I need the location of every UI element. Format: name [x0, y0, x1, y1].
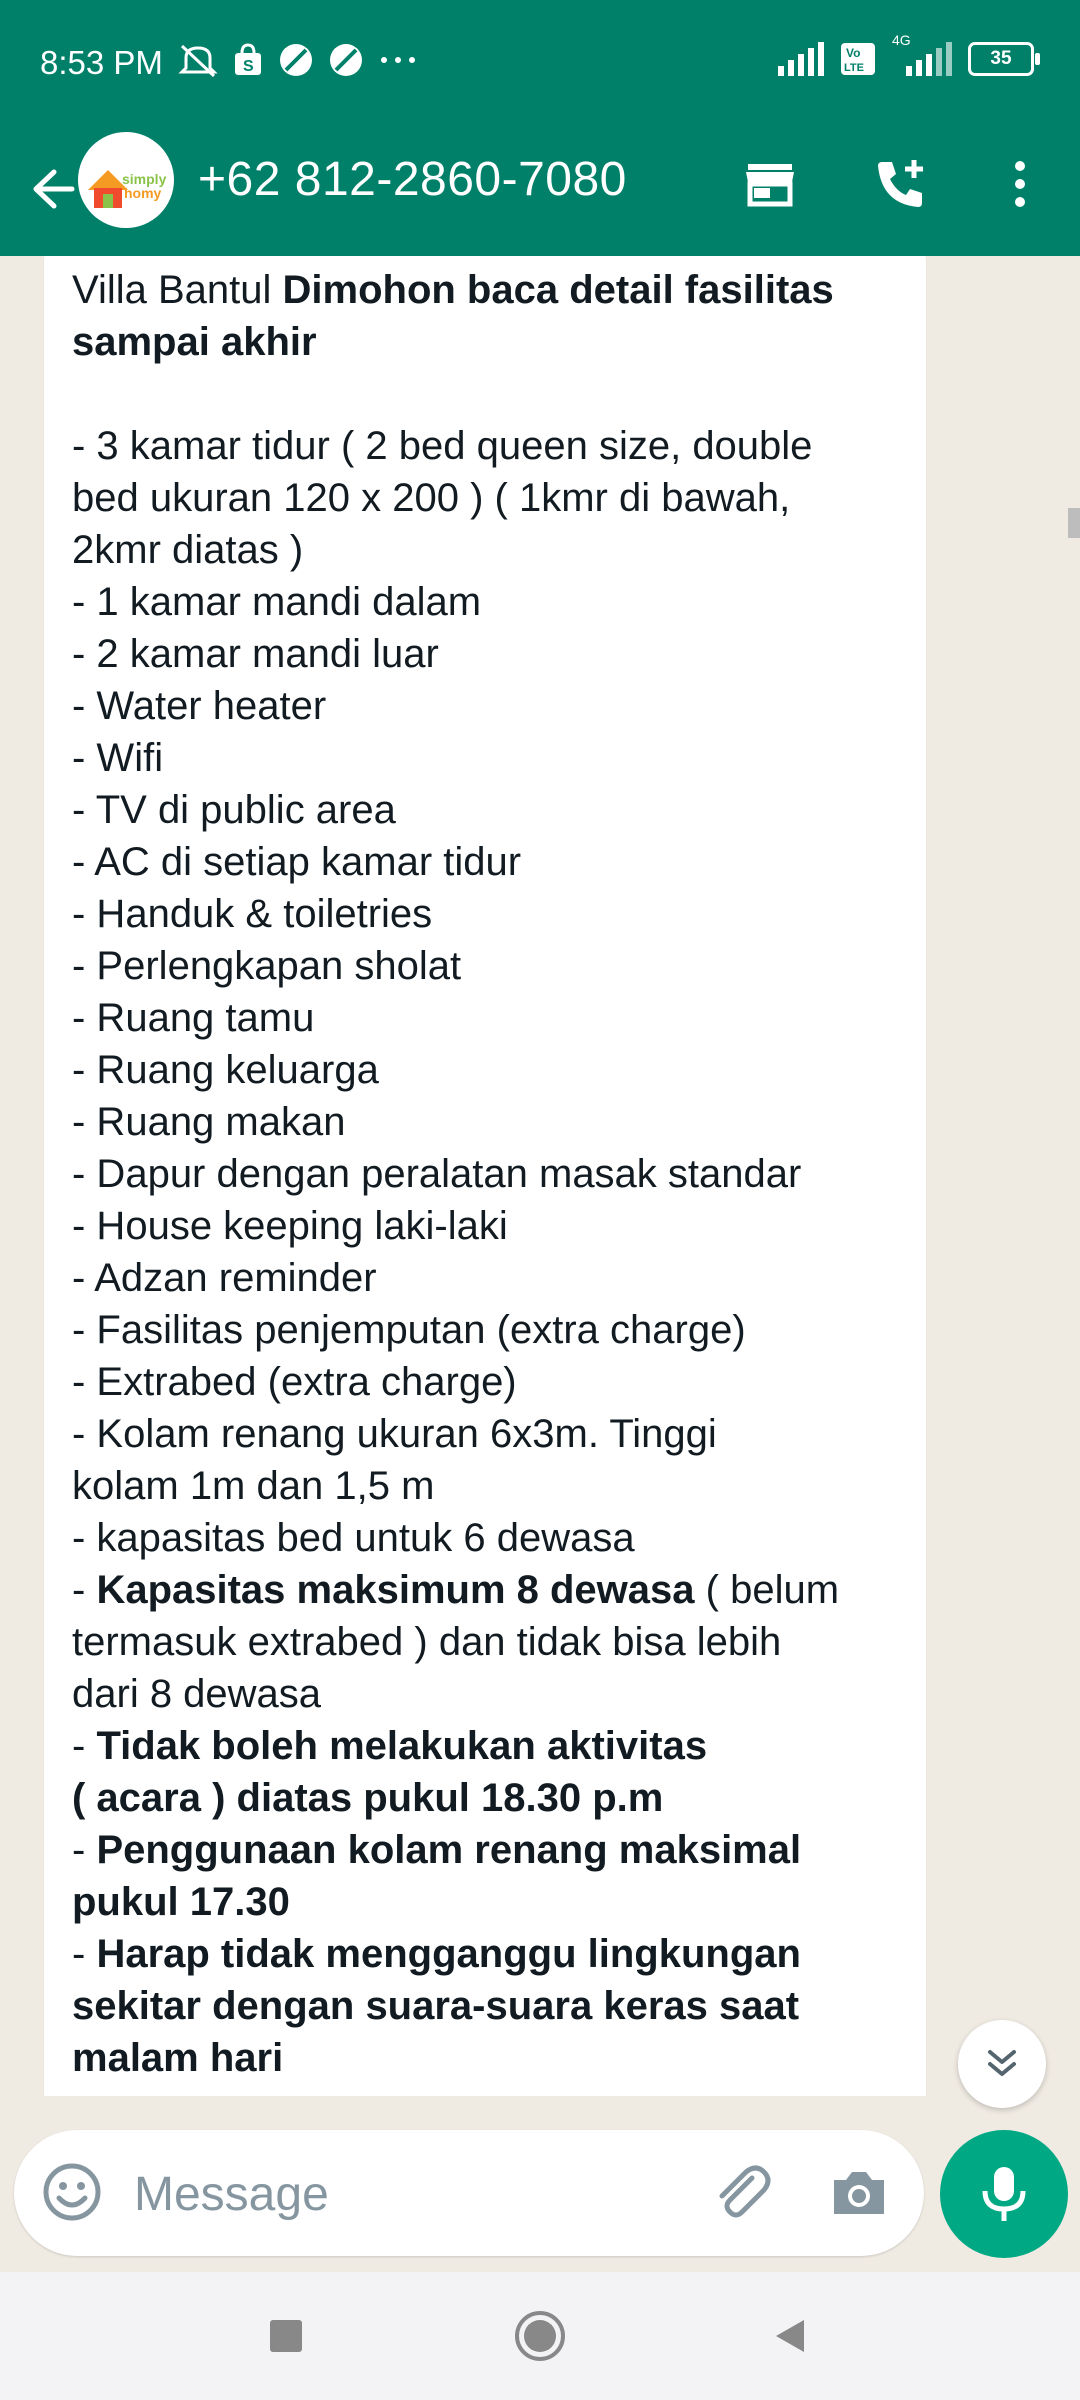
bold-text: ( acara ) diatas pukul 18.30 p.m	[72, 1776, 664, 1820]
more-notifications-icon	[378, 54, 418, 66]
message-line	[72, 1772, 902, 1824]
microphone-icon	[977, 2163, 1031, 2225]
more-options-icon[interactable]	[990, 154, 1050, 214]
avatar[interactable]	[78, 132, 174, 228]
battery-level: 35	[990, 48, 1012, 69]
message-line	[72, 1200, 902, 1252]
message-line	[72, 1980, 902, 2032]
text-segment: - Fasilitas penjemputan (extra charge)	[72, 1308, 746, 1352]
app-icon	[278, 42, 314, 78]
message-line	[72, 1668, 902, 1720]
text-segment: - Adzan reminder	[72, 1256, 377, 1300]
volte-icon	[840, 42, 876, 76]
text-segment: - Handuk & toiletries	[72, 892, 433, 936]
message-line	[72, 1252, 902, 1304]
bold-text: malam hari	[72, 2036, 284, 2080]
message-line	[72, 1512, 902, 1564]
system-nav-bar	[0, 2272, 1080, 2400]
message-line	[72, 1044, 902, 1096]
message-line	[72, 1304, 902, 1356]
message-line	[72, 1460, 902, 1512]
text-segment: - 3 kamar tidur ( 2 bed queen size, double	[72, 424, 813, 468]
signal-icon	[776, 42, 824, 76]
text-segment: bed ukuran 120 x 200 ) ( 1kmr di bawah,	[72, 476, 791, 520]
text-segment: - Perlengkapan sholat	[72, 944, 462, 988]
back-arrow-icon[interactable]	[20, 158, 82, 220]
text-segment: - House keeping laki-laki	[72, 1204, 508, 1248]
status-bar	[0, 0, 1080, 128]
chat-header	[0, 128, 1080, 256]
shopping-bag-icon	[232, 43, 264, 77]
text-segment: - kapasitas bed untuk 6 dewasa	[72, 1516, 635, 1560]
message-line	[72, 1824, 902, 1876]
text-segment: 2kmr diatas )	[72, 528, 304, 572]
bold-text: sampai akhir	[72, 320, 317, 364]
text-segment: dari 8 dewasa	[72, 1672, 322, 1716]
catalog-store-icon[interactable]	[740, 154, 800, 214]
svg-text:homy: homy	[124, 185, 162, 201]
bold-text: Tidak boleh melakukan aktivitas	[96, 1724, 708, 1768]
emoji-icon[interactable]	[40, 2160, 104, 2224]
text-segment: termasuk extrabed ) dan tidak bisa lebih	[72, 1620, 782, 1664]
message-bubble[interactable]	[44, 256, 926, 2096]
text-segment: - Wifi	[72, 736, 164, 780]
text-segment: -	[72, 1568, 97, 1612]
text-segment: - Extrabed (extra charge)	[72, 1360, 517, 1404]
contact-name[interactable]: +62 812-2860-7080	[198, 153, 627, 206]
chat-area[interactable]	[0, 256, 1080, 2096]
message-line	[72, 472, 902, 524]
network-type: 4G	[892, 32, 911, 48]
text-segment: - Ruang keluarga	[72, 1048, 379, 1092]
message-line	[72, 1928, 902, 1980]
camera-icon[interactable]	[826, 2160, 892, 2226]
bold-text: pukul 17.30	[72, 1880, 290, 1924]
message-line	[72, 1408, 902, 1460]
app-icon	[328, 42, 364, 78]
home-button[interactable]	[508, 2304, 572, 2368]
message-line	[72, 836, 902, 888]
message-line	[72, 888, 902, 940]
text-segment: - Ruang makan	[72, 1100, 346, 1144]
message-line	[72, 1356, 902, 1408]
voice-message-button[interactable]	[940, 2130, 1068, 2258]
bold-text: Harap tidak mengganggu lingkungan	[96, 1932, 801, 1976]
system-icons	[776, 32, 1034, 76]
message-line	[72, 1096, 902, 1148]
battery-icon	[968, 42, 1034, 76]
message-line	[72, 368, 902, 420]
bold-text: Kapasitas maksimum 8 dewasa	[96, 1568, 695, 1612]
message-line	[72, 1148, 902, 1200]
attach-icon[interactable]	[706, 2158, 776, 2228]
message-line	[72, 316, 902, 368]
text-segment: - Dapur dengan peralatan masak standar	[72, 1152, 802, 1196]
bold-text: Penggunaan kolam renang maksimal	[96, 1828, 802, 1872]
svg-text:LTE: LTE	[844, 62, 864, 74]
mute-icon	[178, 42, 218, 78]
message-text	[72, 264, 902, 2084]
message-line	[72, 1720, 902, 1772]
text-segment: ( belum	[694, 1568, 840, 1612]
text-segment: - Kolam renang ukuran 6x3m. Tinggi	[72, 1412, 717, 1456]
message-line	[72, 1564, 902, 1616]
message-line	[72, 680, 902, 732]
text-segment: - Ruang tamu	[72, 996, 315, 1040]
scrollbar[interactable]	[1068, 508, 1080, 538]
square-icon	[268, 2318, 304, 2354]
message-line	[72, 732, 902, 784]
message-line	[72, 2032, 902, 2084]
text-segment: -	[72, 1932, 97, 1976]
message-line	[72, 628, 902, 680]
message-input[interactable]	[132, 2158, 696, 2230]
text-segment: - 2 kamar mandi luar	[72, 632, 439, 676]
text-segment: - TV di public area	[72, 788, 396, 832]
text-segment: kolam 1m dan 1,5 m	[72, 1464, 435, 1508]
message-line	[72, 524, 902, 576]
status-time: 8:53 PM	[40, 44, 163, 81]
add-call-icon[interactable]	[870, 154, 930, 214]
home-circle-icon	[513, 2309, 567, 2363]
message-line	[72, 1876, 902, 1928]
text-segment: -	[72, 1828, 97, 1872]
message-line	[72, 264, 902, 316]
triangle-back-icon	[770, 2316, 810, 2356]
mobile-data-icon	[892, 32, 952, 76]
double-chevron-down-icon	[982, 2044, 1022, 2084]
message-line	[72, 420, 902, 472]
recents-button[interactable]	[254, 2304, 318, 2368]
text-segment: -	[72, 1724, 97, 1768]
bold-text: Dimohon baca detail fasilitas	[282, 268, 834, 312]
svg-text:simply: simply	[122, 171, 167, 187]
message-line	[72, 1616, 902, 1668]
svg-text:S: S	[243, 58, 254, 75]
message-composer	[14, 2130, 924, 2256]
message-line	[72, 576, 902, 628]
text-segment: - 1 kamar mandi dalam	[72, 580, 482, 624]
message-line	[72, 940, 902, 992]
back-button[interactable]	[758, 2304, 822, 2368]
scroll-to-bottom-button[interactable]	[958, 2020, 1046, 2108]
message-line	[72, 784, 902, 836]
svg-text:Vo: Vo	[846, 46, 861, 60]
simply-homy-logo	[78, 132, 174, 228]
bold-text: sekitar dengan suara-suara keras saat	[72, 1984, 800, 2028]
text-segment: - AC di setiap kamar tidur	[72, 840, 522, 884]
notification-icons	[178, 42, 418, 78]
text-segment: - Water heater	[72, 684, 327, 728]
text-segment: Villa Bantul	[72, 268, 283, 312]
message-line	[72, 992, 902, 1044]
